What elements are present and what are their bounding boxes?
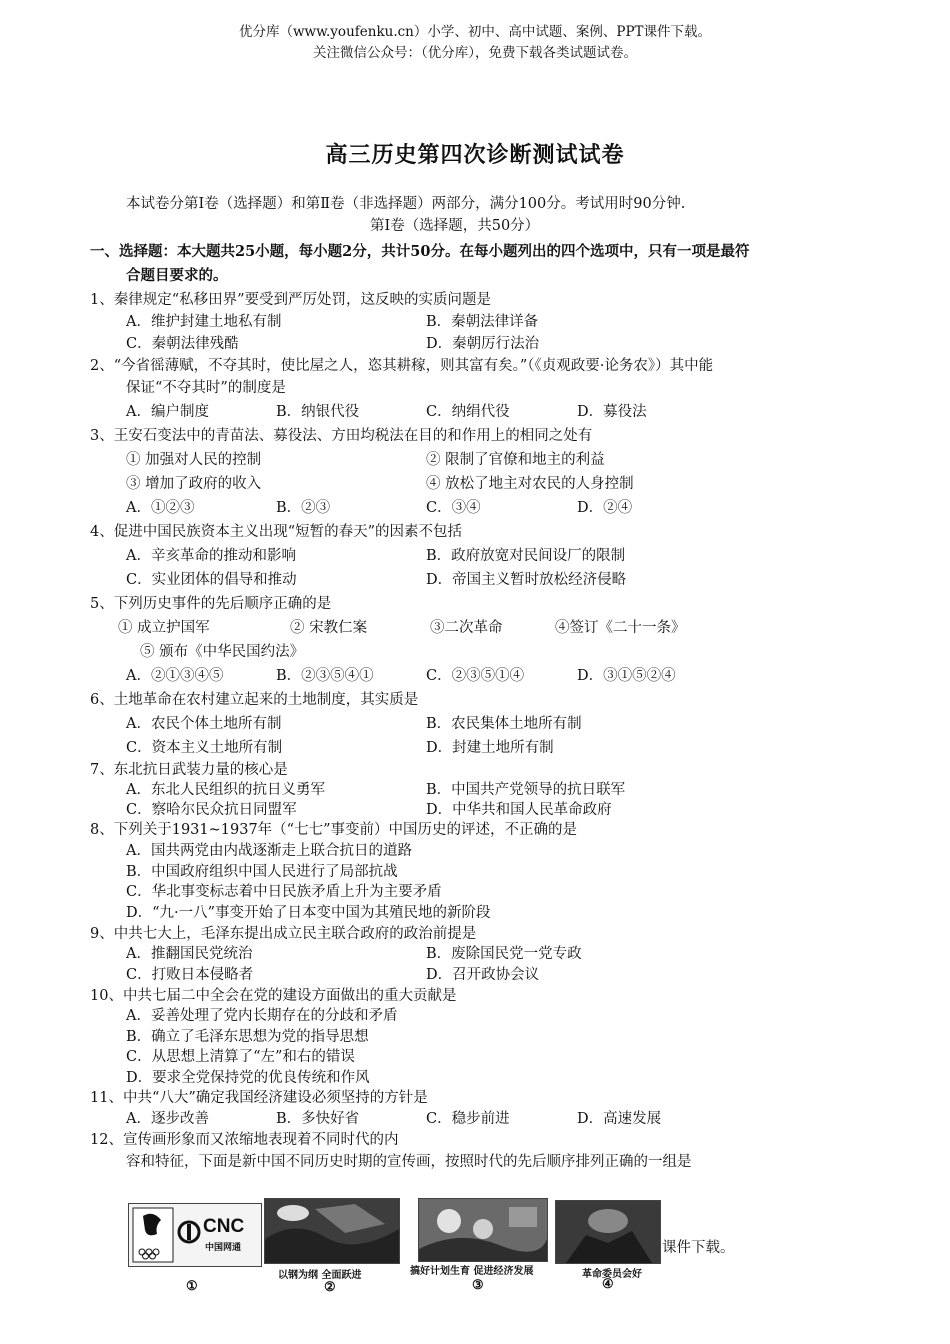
q5-option-a: A．②①③④⑤	[126, 668, 224, 684]
poster-caption-3: 搞好计划生育 促进经济发展	[410, 1266, 534, 1277]
q10-option-d: D．要求全党保持党的优良传统和作风	[126, 1070, 370, 1086]
q12-stem: 12、宣传画形象而又浓缩地表现着不同时代的内	[90, 1132, 399, 1148]
q5-option-b: B．②③⑤④①	[276, 668, 374, 684]
poster-image-3	[418, 1198, 548, 1262]
q5-item-3: ③二次革命	[430, 620, 503, 636]
q4-option-b: B．政府放宽对民间设厂的限制	[426, 548, 626, 564]
q4-option-a: A．辛亥革命的推动和影响	[126, 548, 296, 564]
page-title: 高三历史第四次诊断测试试卷	[325, 142, 625, 168]
q4-stem: 4、促进中国民族资本主义出现“短暂的春天”的因素不包括	[90, 524, 463, 540]
q9-option-b: B．废除国民党一党专政	[426, 946, 582, 962]
q5-item-5: ⑤ 颁布《中华民国约法》	[140, 644, 305, 660]
intro-text: 本试卷分第Ⅰ卷（选择题）和第Ⅱ卷（非选择题）两部分，满分100分。考试用时90分钟.	[126, 196, 686, 212]
q9-option-a: A．推翻国民党统治	[126, 946, 253, 962]
q10-option-b: B．确立了毛泽东思想为党的指导思想	[126, 1029, 369, 1045]
cnc-logo-text: CNC	[203, 1216, 245, 1237]
q5-stem: 5、下列历史事件的先后顺序正确的是	[90, 596, 332, 612]
site-header-line1: 优分库（www.youfenku.cn）小学、初中、高中试题、案例、PPT课件下载。	[238, 24, 712, 40]
q6-option-b: B．农民集体土地所有制	[426, 716, 582, 732]
q2-option-b: B．纳银代役	[276, 404, 360, 420]
q8-option-b: B．中国政府组织中国人民进行了局部抗战	[126, 864, 398, 880]
q3-item-4: ④ 放松了地主对农民的人身控制	[426, 476, 634, 492]
section-heading: 一、选择题：本大题共25小题，每小题2分，共计50分。在每小题列出的四个选项中，只有一项是最符	[90, 243, 750, 260]
poster-caption-2: 以钢为纲 全面跃进	[278, 1270, 362, 1281]
q11-option-a: A．逐步改善	[126, 1111, 209, 1127]
q3-option-c: C．③④	[426, 500, 481, 516]
poster-number-1: ①	[186, 1279, 198, 1294]
q8-option-c: C．华北事变标志着中日民族矛盾上升为主要矛盾	[126, 884, 442, 900]
poster-image-1	[128, 1203, 262, 1267]
q12-stem-cont: 容和特征，下面是新中国不同历史时期的宣传画，按照时代的先后顺序排列正确的一组是	[126, 1154, 692, 1170]
q3-item-3: ③ 增加了政府的收入	[126, 476, 262, 492]
q7-option-b: B．中国共产党领导的抗日联军	[426, 782, 626, 798]
poster-number-4: ④	[602, 1277, 614, 1292]
q7-option-c: C．察哈尔民众抗日同盟军	[126, 802, 297, 818]
q2-option-d: D．募役法	[577, 404, 647, 420]
trailing-text: 课件下载。	[662, 1240, 735, 1256]
poster-number-3: ③	[472, 1278, 484, 1293]
q11-option-d: D．高速发展	[577, 1111, 662, 1127]
q3-option-a: A．①②③	[126, 500, 195, 516]
section-heading-cont: 合题目要求的。	[126, 267, 228, 284]
q10-stem: 10、中共七届二中全会在党的建设方面做出的重大贡献是	[90, 988, 457, 1004]
q7-option-a: A．东北人民组织的抗日义勇军	[126, 782, 325, 798]
q3-item-1: ① 加强对人民的控制	[126, 452, 262, 468]
q6-option-d: D．封建土地所有制	[426, 740, 554, 756]
q1-option-a: A．维护封建土地私有制	[126, 314, 282, 330]
poster-3-artwork	[419, 1199, 547, 1261]
q11-option-b: B．多快好省	[276, 1111, 360, 1127]
cnc-logo-subtext: 中国网通	[205, 1243, 242, 1253]
q8-stem: 8、下列关于1931~1937年（“七七”事变前）中国历史的评述，不正确的是	[90, 822, 578, 838]
q6-option-c: C．资本主义土地所有制	[126, 740, 283, 756]
q9-stem: 9、中共七大上，毛泽东提出成立民主联合政府的政治前提是	[90, 926, 477, 942]
poster-number-2: ②	[324, 1280, 336, 1295]
site-header-line2: 关注微信公众号：（优分库），免费下载各类试题试卷。	[313, 45, 637, 61]
q5-option-c: C．②③⑤①④	[426, 668, 525, 684]
q4-option-d: D．帝国主义暂时放松经济侵略	[426, 572, 627, 588]
q8-option-d: D．“九·一八”事变开始了日本变中国为其殖民地的新阶段	[126, 905, 491, 921]
q5-item-4: ④签订《二十一条》	[555, 620, 686, 636]
poster-4-artwork	[556, 1201, 660, 1263]
q2-option-a: A．编户制度	[126, 404, 209, 420]
q6-stem: 6、土地革命在农村建立起来的土地制度，其实质是	[90, 692, 419, 708]
q1-option-d: D．秦朝厉行法治	[426, 336, 540, 352]
q8-option-a: A．国共两党由内战逐渐走上联合抗日的道路	[126, 843, 412, 859]
q1-stem: 1、秦律规定“私移田界”要受到严厉处罚，这反映的实质问题是	[90, 292, 492, 308]
q2-stem-cont: 保证“不夺其时”的制度是	[126, 380, 286, 396]
q1-option-c: C．秦朝法律残酷	[126, 336, 239, 352]
q7-option-d: D．中华共和国人民革命政府	[426, 802, 612, 818]
q2-stem: 2、“今省徭薄赋，不夺其时，使比屋之人，恣其耕稼，则其富有矣。”（《贞观政要·论务农》）其中能	[90, 358, 714, 374]
q5-option-d: D．③①⑤②④	[577, 668, 676, 684]
poster-caption-4: 革命委员会好	[582, 1269, 642, 1280]
poster-2-artwork	[265, 1199, 399, 1263]
q2-option-c: C．纳绢代役	[426, 404, 510, 420]
q9-option-c: C．打败日本侵略者	[126, 967, 254, 983]
q1-option-b: B．秦朝法律详备	[426, 314, 539, 330]
q3-option-b: B．②③	[276, 500, 331, 516]
poster-image-4	[555, 1200, 661, 1264]
q10-option-c: C．从思想上清算了“左”和右的错误	[126, 1049, 355, 1065]
q4-option-c: C．实业团体的倡导和推动	[126, 572, 297, 588]
q11-stem: 11、中共“八大”确定我国经济建设必须坚持的方针是	[90, 1090, 428, 1106]
q5-item-1: ① 成立护国军	[118, 620, 210, 636]
q9-option-d: D．召开政协会议	[426, 967, 540, 983]
q11-option-c: C．稳步前进	[426, 1111, 510, 1127]
part-heading: 第Ⅰ卷（选择题，共50分）	[370, 218, 540, 234]
q3-option-d: D．②④	[577, 500, 633, 516]
q7-stem: 7、东北抗日武装力量的核心是	[90, 762, 288, 778]
q3-stem: 3、王安石变法中的青苗法、募役法、方田均税法在目的和作用上的相同之处有	[90, 428, 593, 444]
q10-option-a: A．妥善处理了党内长期存在的分歧和矛盾	[126, 1008, 398, 1024]
poster-image-2	[264, 1198, 400, 1264]
q6-option-a: A．农民个体土地所有制	[126, 716, 282, 732]
q3-item-2: ② 限制了官僚和地主的利益	[426, 452, 605, 468]
q5-item-2: ② 宋教仁案	[290, 620, 368, 636]
